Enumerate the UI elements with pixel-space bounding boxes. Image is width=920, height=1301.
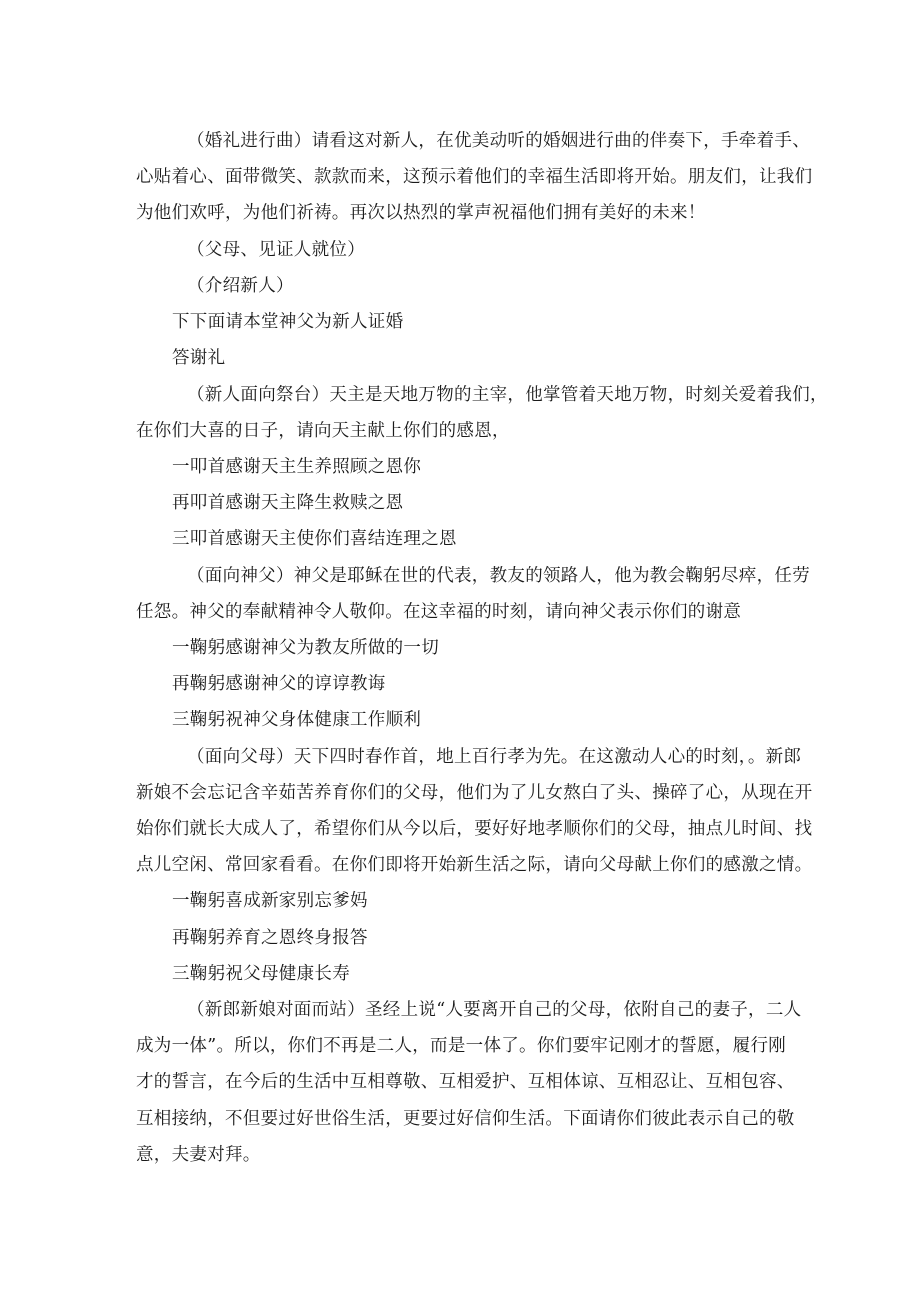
text-line: 点儿空闲、常回家看看。在你们即将开始新生活之际，请向父母献上你们的感激之情。 (136, 855, 813, 875)
text-line: 一叩首感谢天主生养照顾之恩你 (172, 457, 422, 477)
text-line: 心贴着心、面带微笑、款款而来，这预示着他们的幸福生活即将开始。朋友们，让我们 (136, 167, 813, 187)
text-line: （父母、见证人就位） (187, 240, 365, 260)
text-line: 始你们就长大成人了，希望你们从今以后，要好好地孝顺你们的父母，抽点儿时间、找 (136, 819, 813, 839)
text-line: 成为一体”。所以，你们不再是二人，而是一体了。你们要牢记刚才的誓愿，履行刚 (136, 1036, 787, 1056)
text-line: 一鞠躬喜成新家别忘爹妈 (172, 891, 368, 911)
text-line: （新郎新娘对面而站）圣经上说“人要离开自己的父母，依附自己的妻子，二人 (187, 1000, 802, 1020)
text-line: 互相接纳，不但要过好世俗生活，更要过好信仰生活。下面请你们彼此表示自己的敬 (136, 1109, 795, 1129)
text-line: 答谢礼 (172, 348, 226, 368)
text-line: 三鞠躬祝父母健康长寿 (172, 964, 350, 984)
text-line: 新娘不会忘记含辛茹苦养育你们的父母，他们为了儿女熬白了头、操碎了心，从现在开 (136, 783, 813, 803)
text-line: （新人面向祭台）天主是天地万物的主宰，他掌管着天地万物，时刻关爱着我们， (187, 385, 828, 405)
text-line: 再鞠躬养育之恩终身报答 (172, 928, 368, 948)
text-line: 再鞠躬感谢神父的谆谆教诲 (172, 674, 386, 694)
text-line: 为他们欢呼，为他们祈祷。再次以热烈的掌声祝福他们拥有美好的未来！ (136, 203, 706, 223)
text-line: 意，夫妻对拜。 (136, 1145, 261, 1165)
text-line: 再叩首感谢天主降生救赎之恩 (172, 493, 404, 513)
text-line: 下下面请本堂神父为新人证婚 (172, 312, 404, 332)
text-line: 三鞠躬祝神父身体健康工作顺利 (172, 710, 422, 730)
text-line: （面向神父）神父是耶稣在世的代表，教友的领路人，他为教会鞠躬尽瘁，任劳 (187, 566, 810, 586)
text-line: 才的誓言，在今后的生活中互相尊敬、互相爱护、互相体谅、互相忍让、互相包容、 (136, 1072, 795, 1092)
text-line: （介绍新人） (187, 276, 294, 296)
text-line: 在你们大喜的日子，请向天主献上你们的感恩， (136, 421, 510, 441)
text-line: 三叩首感谢天主使你们喜结连理之恩 (172, 529, 457, 549)
text-line: 一鞠躬感谢神父为教友所做的一切 (172, 638, 439, 658)
text-line: （婚礼进行曲）请看这对新人，在优美动听的婚姻进行曲的伴奏下，手牵着手、 (187, 131, 810, 151)
text-line: （面向父母）天下四时春作首，地上百行孝为先。在这激动人心的时刻，。新郎 (187, 747, 802, 767)
text-line: 任怨。神父的奉献精神令人敬仰。在这幸福的时刻，请向神父表示你们的谢意 (136, 602, 742, 622)
